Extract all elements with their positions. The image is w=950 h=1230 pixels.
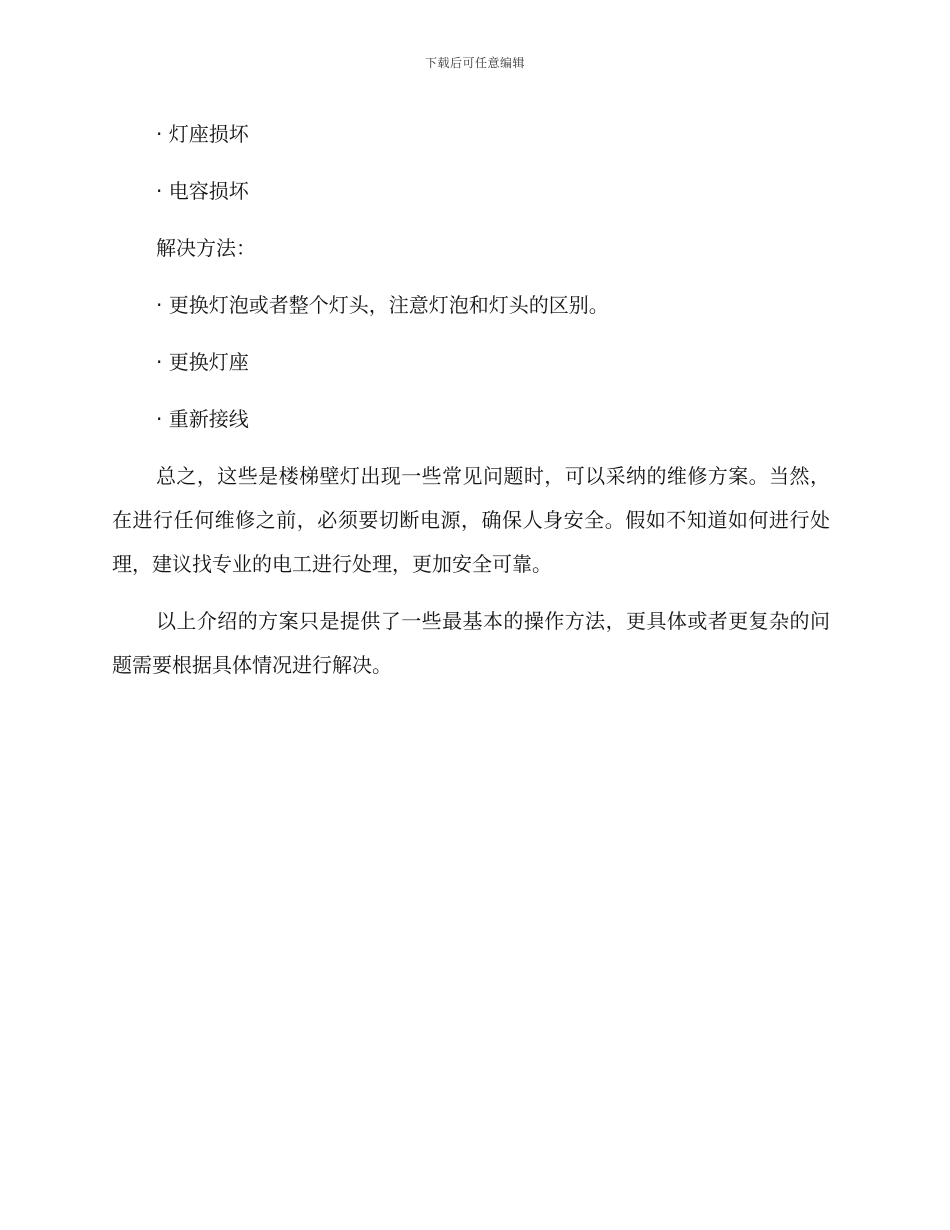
solution-heading: 解决方法： — [156, 236, 256, 260]
closing-paragraph: 以上介绍的方案只是提供了一些最基本的操作方法，更具体或者更复杂的问题需要根据具体情况进行解决。 — [112, 609, 830, 677]
solution-item-replace-holder: · 更换灯座 — [156, 350, 249, 374]
cause-item-lamp-holder: · 灯座损坏 — [156, 122, 249, 146]
header-note: 下载后可任意编辑 — [424, 56, 525, 70]
cause-item-capacitor: · 电容损坏 — [156, 179, 249, 203]
document-body — [112, 112, 830, 700]
solution-item-rewire: · 重新接线 — [156, 407, 249, 431]
solution-item-replace-bulb: · 更换灯泡或者整个灯头，注意灯泡和灯头的区别。 — [156, 293, 609, 317]
summary-paragraph: 总之，这些是楼梯壁灯出现一些常见问题时，可以采纳的维修方案。当然，在进行任何维修之前，必须要切断电源，确保人身安全。假如不知道如何进行处理，建议找专业的电工进行处理，更加安全可靠。 — [112, 464, 830, 576]
